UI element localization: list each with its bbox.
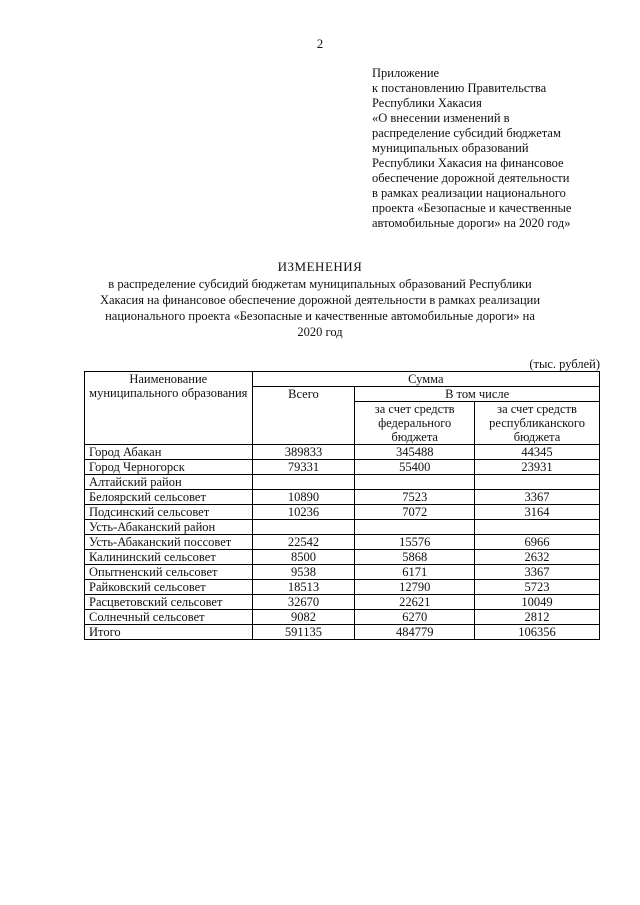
row-republic: 3367 [475,490,600,505]
appendix-line: в рамках реализации национального [372,186,566,200]
subtitle-line: 2020 год [297,325,343,339]
row-total: 9082 [252,610,355,625]
appendix-line: Республики Хакасия на финансовое [372,156,564,170]
row-name: Расцветовский сельсовет [85,595,253,610]
table-row [85,535,600,550]
row-total: 18513 [252,580,355,595]
row-federal: 7072 [355,505,475,520]
table-row [85,490,600,505]
header-republic: за счет средств республиканского бюджета [475,402,600,445]
row-republic: 5723 [475,580,600,595]
header-federal: за счет средств федерального бюджета [355,402,475,445]
row-total: 79331 [252,460,355,475]
header-total: Всего [252,387,355,445]
table-row [85,595,600,610]
document-subtitle [80,276,560,340]
table-row [85,520,600,535]
row-federal: 6171 [355,565,475,580]
row-total [252,475,355,490]
header-name: Наименование муниципального образования [85,372,253,445]
row-name: Райковский сельсовет [85,580,253,595]
appendix-line: к постановлению Правительства [372,81,547,95]
subtitle-line: в распределение субсидий бюджетам муниципальных образований Республики [108,277,532,291]
row-federal: 22621 [355,595,475,610]
row-total [252,520,355,535]
row-total: 22542 [252,535,355,550]
row-federal: 15576 [355,535,475,550]
row-federal: 345488 [355,445,475,460]
row-name: Опытненский сельсовет [85,565,253,580]
appendix-block [372,66,612,231]
appendix-line: автомобильные дороги» на 2020 год» [372,216,571,230]
row-republic: 2632 [475,550,600,565]
appendix-line: муниципальных образований [372,141,529,155]
appendix-line: распределение субсидий бюджетам [372,126,561,140]
row-total: 389833 [252,445,355,460]
row-total: 10890 [252,490,355,505]
row-federal: 7523 [355,490,475,505]
appendix-line: Республики Хакасия [372,96,482,110]
row-name: Итого [85,625,253,640]
row-federal: 6270 [355,610,475,625]
row-name: Город Абакан [85,445,253,460]
row-republic: 10049 [475,595,600,610]
row-republic: 2812 [475,610,600,625]
table-row [85,565,600,580]
table-row [85,505,600,520]
table-header-row [85,372,600,387]
row-republic [475,520,600,535]
table-row [85,475,600,490]
row-republic: 3367 [475,565,600,580]
row-federal: 5868 [355,550,475,565]
row-republic: 106356 [475,625,600,640]
row-name: Белоярский сельсовет [85,490,253,505]
row-total: 32670 [252,595,355,610]
row-total: 10236 [252,505,355,520]
table-row [85,625,600,640]
row-total: 9538 [252,565,355,580]
document-heading: ИЗМЕНЕНИЯ [277,259,363,274]
table-body [85,445,600,640]
row-republic: 3164 [475,505,600,520]
row-name: Город Черногорск [85,460,253,475]
subsidy-table [84,371,600,640]
table-row [85,550,600,565]
appendix-line: обеспечение дорожной деятельности [372,171,570,185]
table-row [85,610,600,625]
row-republic [475,475,600,490]
row-name: Подсинский сельсовет [85,505,253,520]
row-name: Калининский сельсовет [85,550,253,565]
appendix-line: Приложение [372,66,440,80]
subtitle-line: национального проекта «Безопасные и качественные автомобильные дороги» на [105,309,535,323]
page-number: 2 [316,36,324,51]
subtitle-line: Хакасия на финансовое обеспечение дорожной деятельности в рамках реализации [99,293,541,307]
row-federal [355,475,475,490]
units-label: (тыс. рублей) [529,357,600,371]
row-name: Усть-Абаканский поссовет [85,535,253,550]
appendix-line: «О внесении изменений в [372,111,510,125]
row-federal: 55400 [355,460,475,475]
row-federal: 484779 [355,625,475,640]
row-republic: 6966 [475,535,600,550]
row-federal: 12790 [355,580,475,595]
row-total: 591135 [252,625,355,640]
header-including: В том числе [355,387,600,402]
row-name: Солнечный сельсовет [85,610,253,625]
row-name: Алтайский район [85,475,253,490]
row-republic: 23931 [475,460,600,475]
row-republic: 44345 [475,445,600,460]
row-name: Усть-Абаканский район [85,520,253,535]
table-row [85,445,600,460]
table-row [85,460,600,475]
table-row [85,580,600,595]
row-total: 8500 [252,550,355,565]
appendix-line: проекта «Безопасные и качественные [372,201,572,215]
row-federal [355,520,475,535]
header-sum: Сумма [252,372,599,387]
